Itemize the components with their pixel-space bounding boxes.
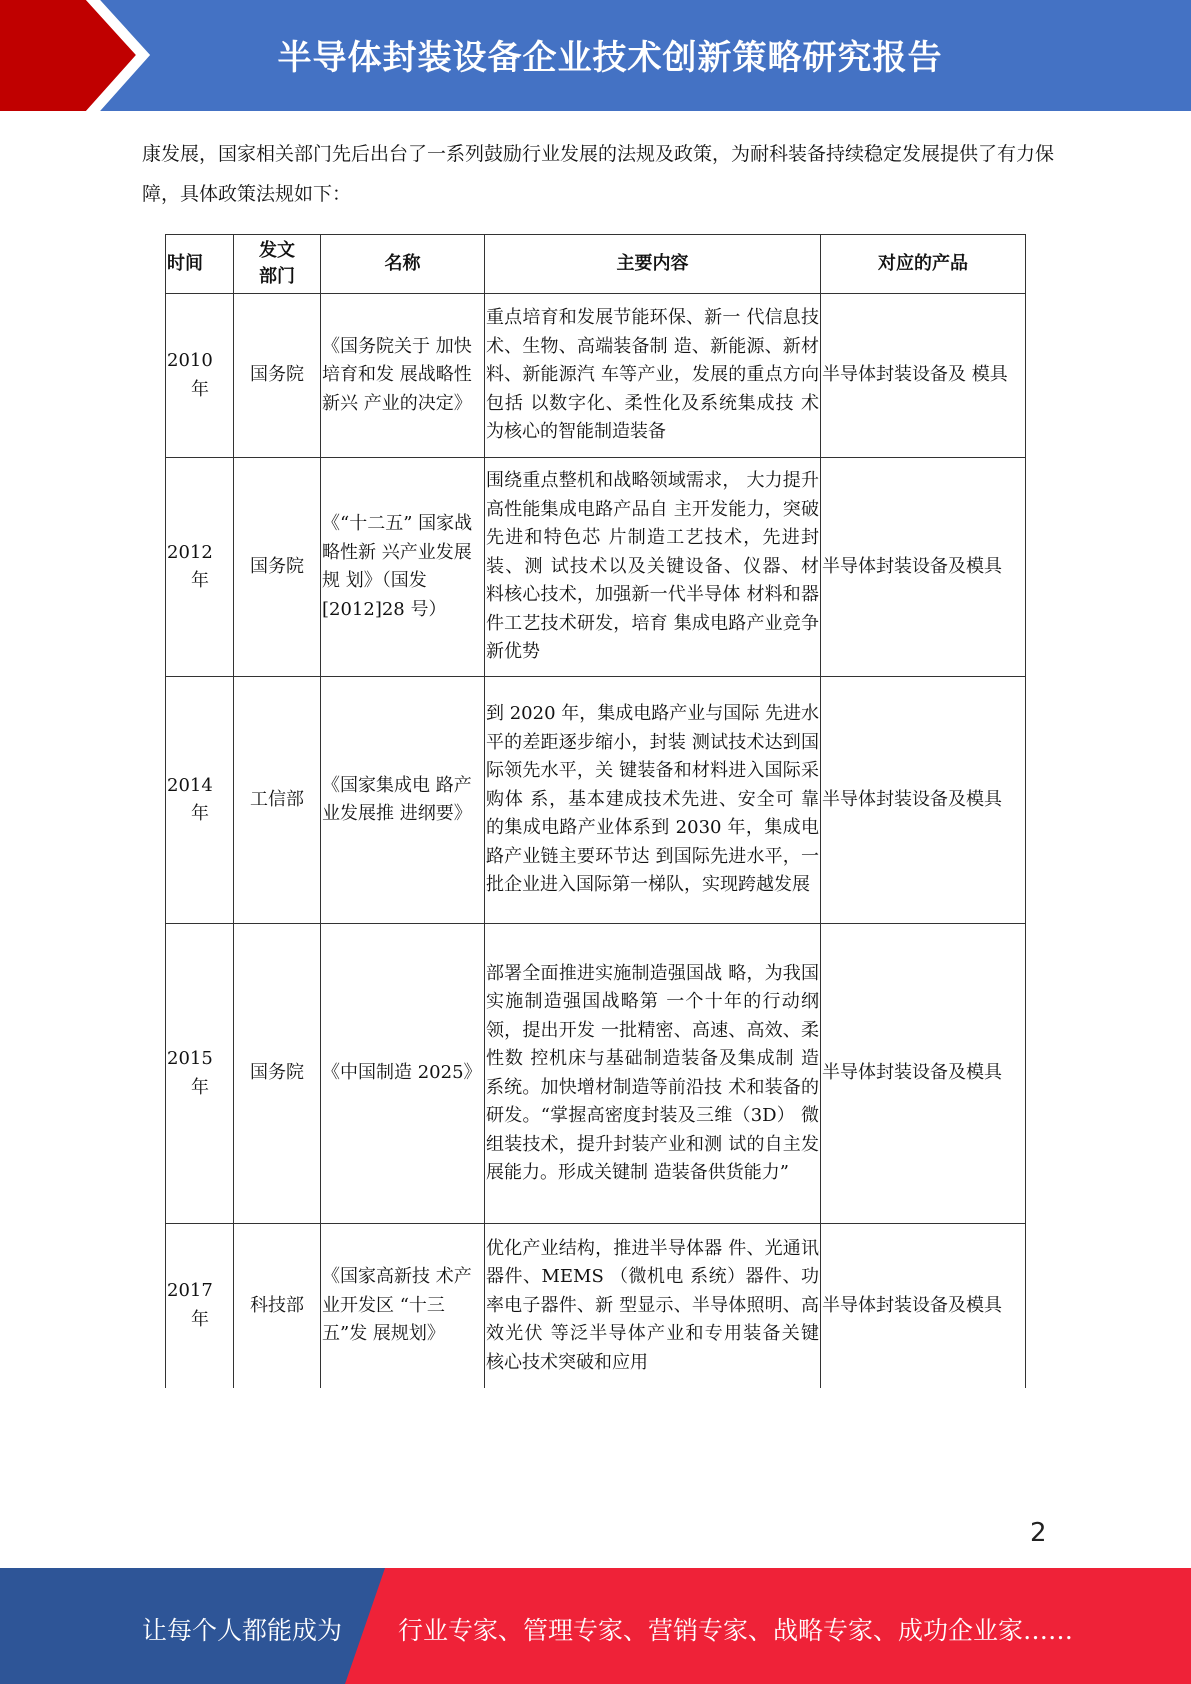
table-row	[166, 677, 1026, 924]
cell-dept: 工信部	[234, 677, 321, 924]
cell-name: 《“十二五” 国家战略性新 兴产业发展规 划》（国发 [2012]28 号）	[321, 458, 485, 677]
policy-table	[165, 234, 1026, 1388]
header-arrow-decoration	[0, 0, 160, 111]
table-row	[166, 924, 1026, 1224]
cell-year-unit: 年	[191, 570, 209, 591]
page-footer	[0, 1568, 1191, 1684]
cell-content: 优化产业结构，推进半导体器 件、光通讯器件、MEMS （微机电 系统）器件、功率电子器件、新 型显示、半导体照明、高效光伏 等泛半导体产业和专用装备关键 核心技术突破和应用	[485, 1224, 821, 1388]
cell-year-unit: 年	[191, 378, 209, 400]
cell-year: 2015	[167, 1048, 213, 1069]
cell-content: 部署全面推进实施制造强国战 略，为我国实施制造强国战略第 一个十年的行动纲领，提出开发 一批精密、高速、高效、柔性数 控机床与基础制造装备及集成制 造系统。加快增材制造等前沿技 术和装备的研发。“掌握高密度封装及三维（3D） 微组装技术，提升封装产业和测 试的自主发展能力。形成关键制 造装备供货能力”	[485, 924, 821, 1224]
header-name: 名称	[321, 235, 485, 294]
cell-time	[166, 458, 234, 677]
header-product: 对应的产品	[821, 235, 1026, 294]
report-title: 半导体封装设备企业技术创新策略研究报告	[277, 38, 943, 78]
cell-year: 2017	[167, 1280, 213, 1302]
cell-year-unit: 年	[191, 1076, 209, 1098]
header-dept-label: 发文部门	[259, 240, 295, 287]
cell-product: 半导体封装设备及 模具	[821, 294, 1026, 458]
cell-name: 《国家集成电 路产业发展推 进纲要》	[321, 677, 485, 924]
cell-dept: 国务院	[234, 294, 321, 458]
header-dept	[234, 235, 321, 294]
header-time: 时间	[166, 235, 234, 294]
cell-product: 半导体封装设备及模具	[821, 924, 1026, 1224]
intro-paragraph: 康发展，国家相关部门先后出台了一系列鼓励行业发展的法规及政策，为耐科装备持续稳定发展提供了有力保障，具体政策法规如下：	[142, 143, 1055, 205]
cell-time	[166, 677, 234, 924]
table-row	[166, 1224, 1026, 1388]
cell-content: 到 2020 年，集成电路产业与国际 先进水平的差距逐步缩小，封装 测试技术达到国际领先水平，关 键装备和材料进入国际采购体 系，基本建成技术先进、安全可 靠的集成电路产业体系到 2030 年，集成电路产业链主要环节达 到国际先进水平，一批企业进入国际第一梯队，实现跨越发展	[485, 677, 821, 924]
cell-dept: 国务院	[234, 458, 321, 677]
cell-name: 《国务院关于 加快培育和发 展战略性新兴 产业的决定》	[321, 294, 485, 458]
header-content: 主要内容	[485, 235, 821, 294]
table-row	[166, 294, 1026, 458]
cell-time	[166, 1224, 234, 1388]
cell-name: 《中国制造 2025》	[321, 924, 485, 1224]
cell-product: 半导体封装设备及模具	[821, 677, 1026, 924]
cell-year: 2010	[167, 350, 213, 371]
table-header-row	[166, 235, 1026, 294]
cell-year: 2014	[167, 774, 213, 796]
cell-time	[166, 924, 234, 1224]
page-header	[0, 0, 1191, 111]
cell-product: 半导体封装设备及模具	[821, 1224, 1026, 1388]
cell-name: 《国家高新技 术产业开发区 “十三五”发 展规划》	[321, 1224, 485, 1388]
footer-slogan-left: 让每个人都能成为	[142, 1616, 343, 1645]
cell-year-unit: 年	[191, 803, 209, 824]
cell-product: 半导体封装设备及模具	[821, 458, 1026, 677]
footer-slogan-right: 行业专家、管理专家、营销专家、战略专家、成功企业家……	[398, 1616, 1074, 1645]
cell-dept: 国务院	[234, 924, 321, 1224]
table-row	[166, 458, 1026, 677]
cell-year: 2012	[167, 541, 213, 563]
cell-time	[166, 294, 234, 458]
cell-year-unit: 年	[191, 1308, 209, 1330]
cell-content: 围绕重点整机和战略领域需求， 大力提升高性能集成电路产品自 主开发能力，突破先进和特色芯 片制造工艺技术，先进封装、测 试技术以及关键设备、仪器、材 料核心技术，加强新一代半导体 材料和器件工艺技术研发，培育 集成电路产业竞争新优势	[485, 458, 821, 677]
cell-dept: 科技部	[234, 1224, 321, 1388]
cell-content: 重点培育和发展节能环保、新一 代信息技术、生物、高端装备制 造、新能源、新材料、新能源汽 车等产业，发展的重点方向包括 以数字化、柔性化及系统集成技 术为核心的智能制造装备	[485, 294, 821, 458]
page-number: 2	[1030, 1518, 1047, 1548]
